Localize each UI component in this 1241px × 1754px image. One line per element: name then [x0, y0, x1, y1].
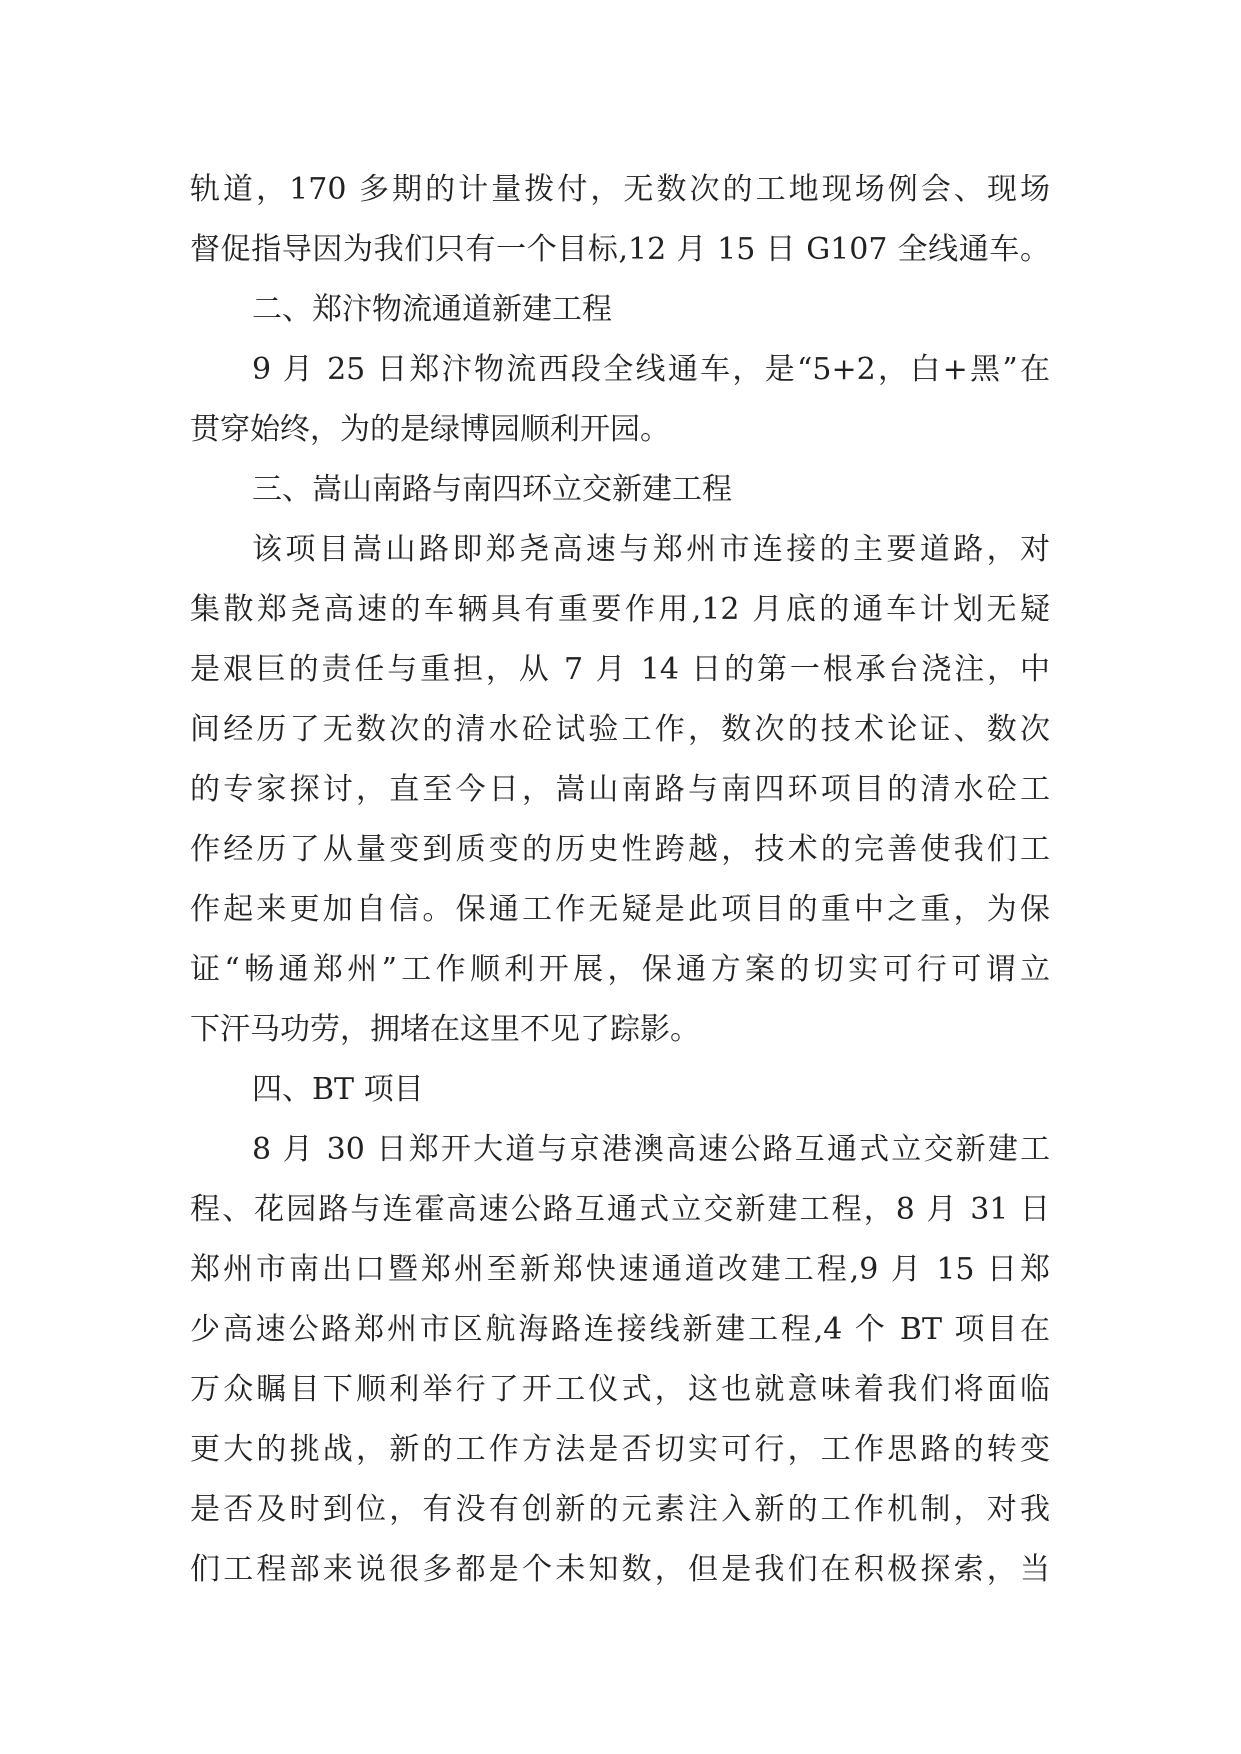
paragraph-line: 该项目嵩山路即郑尧高速与郑州市连接的主要道路，对: [252, 532, 1050, 567]
paragraph-line: 郑州市南出口暨郑州至新郑快速通道改建工程,9 月 15 日郑: [190, 1252, 1050, 1287]
document-body: [190, 160, 1050, 1600]
paragraph-line: 作经历了从量变到质变的历史性跨越，技术的完善使我们工: [190, 832, 1050, 867]
section-heading: 三、嵩山南路与南四环立交新建工程: [252, 472, 732, 507]
paragraph-line: 轨道，170 多期的计量拨付，无数次的工地现场例会、现场: [190, 172, 1050, 207]
paragraph-line: 下汗马功劳，拥堵在这里不见了踪影。: [190, 1012, 700, 1047]
paragraph-line: 少高速公路郑州市区航海路连接线新建工程,4 个 BT 项目在: [190, 1312, 1050, 1347]
paragraph-line: 万众瞩目下顺利举行了开工仪式，这也就意味着我们将面临: [190, 1372, 1050, 1407]
paragraph-line: 更大的挑战，新的工作方法是否切实可行，工作思路的转变: [190, 1432, 1050, 1467]
section-heading: 二、郑汴物流通道新建工程: [252, 292, 612, 327]
paragraph-line: 证“畅通郑州”工作顺利开展，保通方案的切实可行可谓立: [190, 952, 1050, 987]
section-heading: 四、BT 项目: [252, 1072, 424, 1107]
paragraph-line: 集散郑尧高速的车辆具有重要作用,12 月底的通车计划无疑: [190, 592, 1050, 627]
paragraph-line: 是艰巨的责任与重担，从 7 月 14 日的第一根承台浇注，中: [190, 652, 1050, 687]
paragraph-line: 9 月 25 日郑汴物流西段全线通车，是“5+2，白+黑”在: [252, 352, 1050, 387]
paragraph-line: 贯穿始终，为的是绿博园顺利开园。: [190, 412, 670, 447]
paragraph-line: 的专家探讨，直至今日，嵩山南路与南四环项目的清水砼工: [190, 772, 1050, 807]
paragraph-line: 们工程部来说很多都是个未知数，但是我们在积极探索，当: [190, 1552, 1050, 1587]
paragraph-line: 程、花园路与连霍高速公路互通式立交新建工程，8 月 31 日: [190, 1192, 1050, 1227]
paragraph-line: 是否及时到位，有没有创新的元素注入新的工作机制，对我: [190, 1492, 1050, 1527]
paragraph-line: 督促指导因为我们只有一个目标,12 月 15 日 G107 全线通车。: [190, 232, 1050, 267]
paragraph-line: 间经历了无数次的清水砼试验工作，数次的技术论证、数次: [190, 712, 1050, 747]
paragraph-line: 8 月 30 日郑开大道与京港澳高速公路互通式立交新建工: [252, 1132, 1050, 1167]
paragraph-line: 作起来更加自信。保通工作无疑是此项目的重中之重，为保: [190, 892, 1050, 927]
